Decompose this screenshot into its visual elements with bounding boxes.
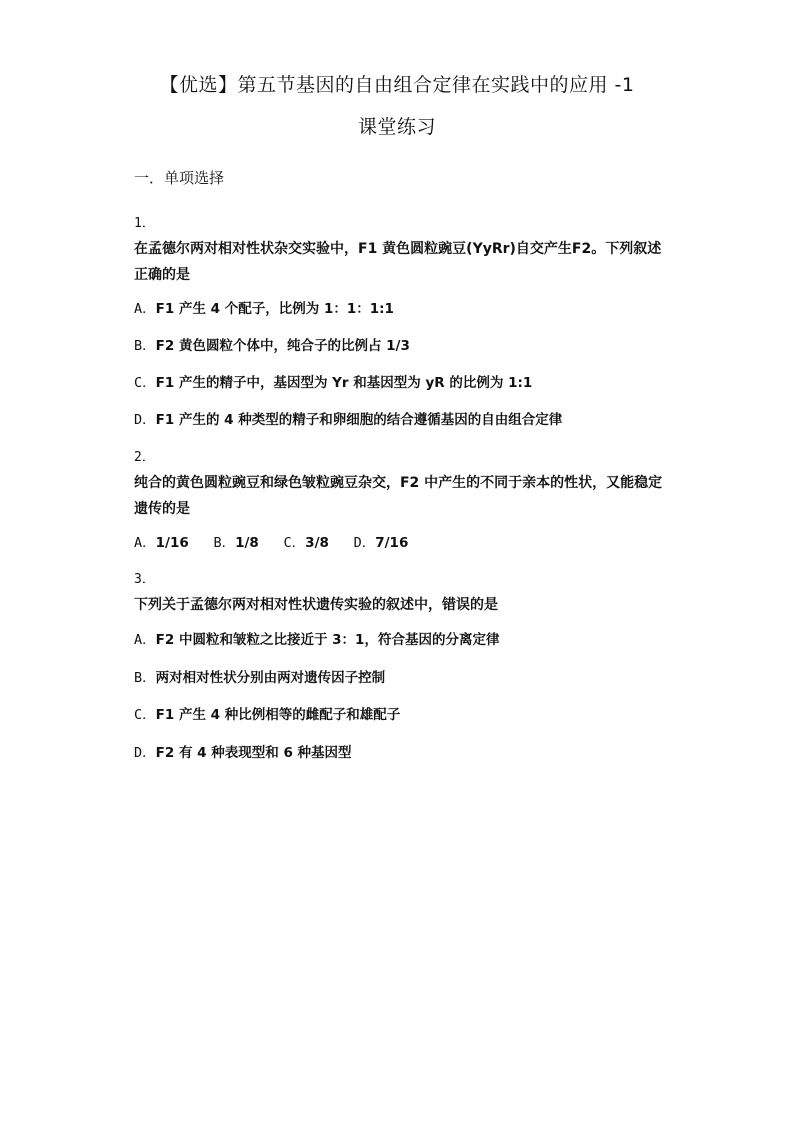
option-text: F2 黄色圆粒个体中，纯合子的比例占 1/3: [155, 338, 410, 354]
option-text: 1/8: [235, 535, 259, 551]
option-text: 7/16: [375, 535, 409, 551]
option-text: F2 中圆粒和皱粒之比接近于 3：1，符合基因的分离定律: [155, 632, 500, 648]
option-3b[interactable]: [134, 668, 385, 688]
option-3d[interactable]: [134, 743, 352, 763]
option-text: 1/16: [155, 535, 189, 551]
question-number: 1．: [134, 216, 155, 231]
question-number: 3．: [134, 572, 155, 587]
option-text: F1 产生的精子中，基因型为 Yr 和基因型为 yR 的比例为 1:1: [155, 375, 533, 391]
document-subtitle: 课堂练习: [357, 116, 436, 138]
option-letter: A．: [134, 632, 156, 648]
option-3a[interactable]: [134, 630, 499, 650]
section-heading: 一．单项选择: [134, 169, 225, 187]
option-2b[interactable]: [213, 535, 258, 551]
question-number: 2．: [134, 450, 155, 465]
option-letter: B．: [213, 535, 236, 551]
options-row-2: [134, 533, 428, 553]
option-text: F2 有 4 种表现型和 6 种基因型: [155, 745, 352, 761]
question-2: [134, 448, 670, 522]
option-1d[interactable]: [134, 410, 562, 430]
option-letter: A．: [134, 301, 156, 317]
option-1b[interactable]: [134, 336, 410, 356]
option-letter: D．: [353, 535, 376, 551]
question-stem: 在孟德尔两对相对性状杂交实验中，F1 黄色圆粒豌豆(YyRr)自交产生F2。下列叙述正确的是: [134, 241, 662, 283]
option-1a[interactable]: [134, 299, 394, 319]
option-letter: B．: [134, 670, 156, 686]
option-2d[interactable]: [354, 535, 409, 551]
option-1c[interactable]: [134, 373, 532, 393]
option-letter: A．: [134, 535, 156, 551]
option-letter: D．: [134, 412, 156, 428]
option-letter: C．: [134, 375, 156, 391]
question-1: [134, 214, 670, 288]
option-text: F1 产生 4 种比例相等的雌配子和雄配子: [155, 707, 401, 723]
option-text: 两对相对性状分别由两对遗传因子控制: [155, 670, 386, 686]
document-title: 【优选】第五节基因的自由组合定律在实践中的应用 -1: [159, 74, 635, 96]
option-letter: B．: [134, 338, 156, 354]
question-stem: 纯合的黄色圆粒豌豆和绿色皱粒豌豆杂交，F2 中产生的不同于亲本的性状，又能稳定遗传的是: [134, 475, 663, 517]
option-text: F1 产生的 4 种类型的精子和卵细胞的结合遵循基因的自由组合定律: [155, 412, 563, 428]
option-2c[interactable]: [284, 535, 329, 551]
question-3: [134, 570, 670, 618]
option-2a[interactable]: [134, 535, 189, 551]
option-text: 3/8: [305, 535, 329, 551]
question-stem: 下列关于孟德尔两对相对性状遗传实验的叙述中，错误的是: [134, 597, 498, 613]
option-letter: D．: [134, 745, 156, 761]
option-letter: C．: [283, 535, 306, 551]
option-text: F1 产生 4 个配子，比例为 1：1：1:1: [155, 301, 394, 317]
option-3c[interactable]: [134, 705, 400, 725]
option-letter: C．: [134, 707, 156, 723]
